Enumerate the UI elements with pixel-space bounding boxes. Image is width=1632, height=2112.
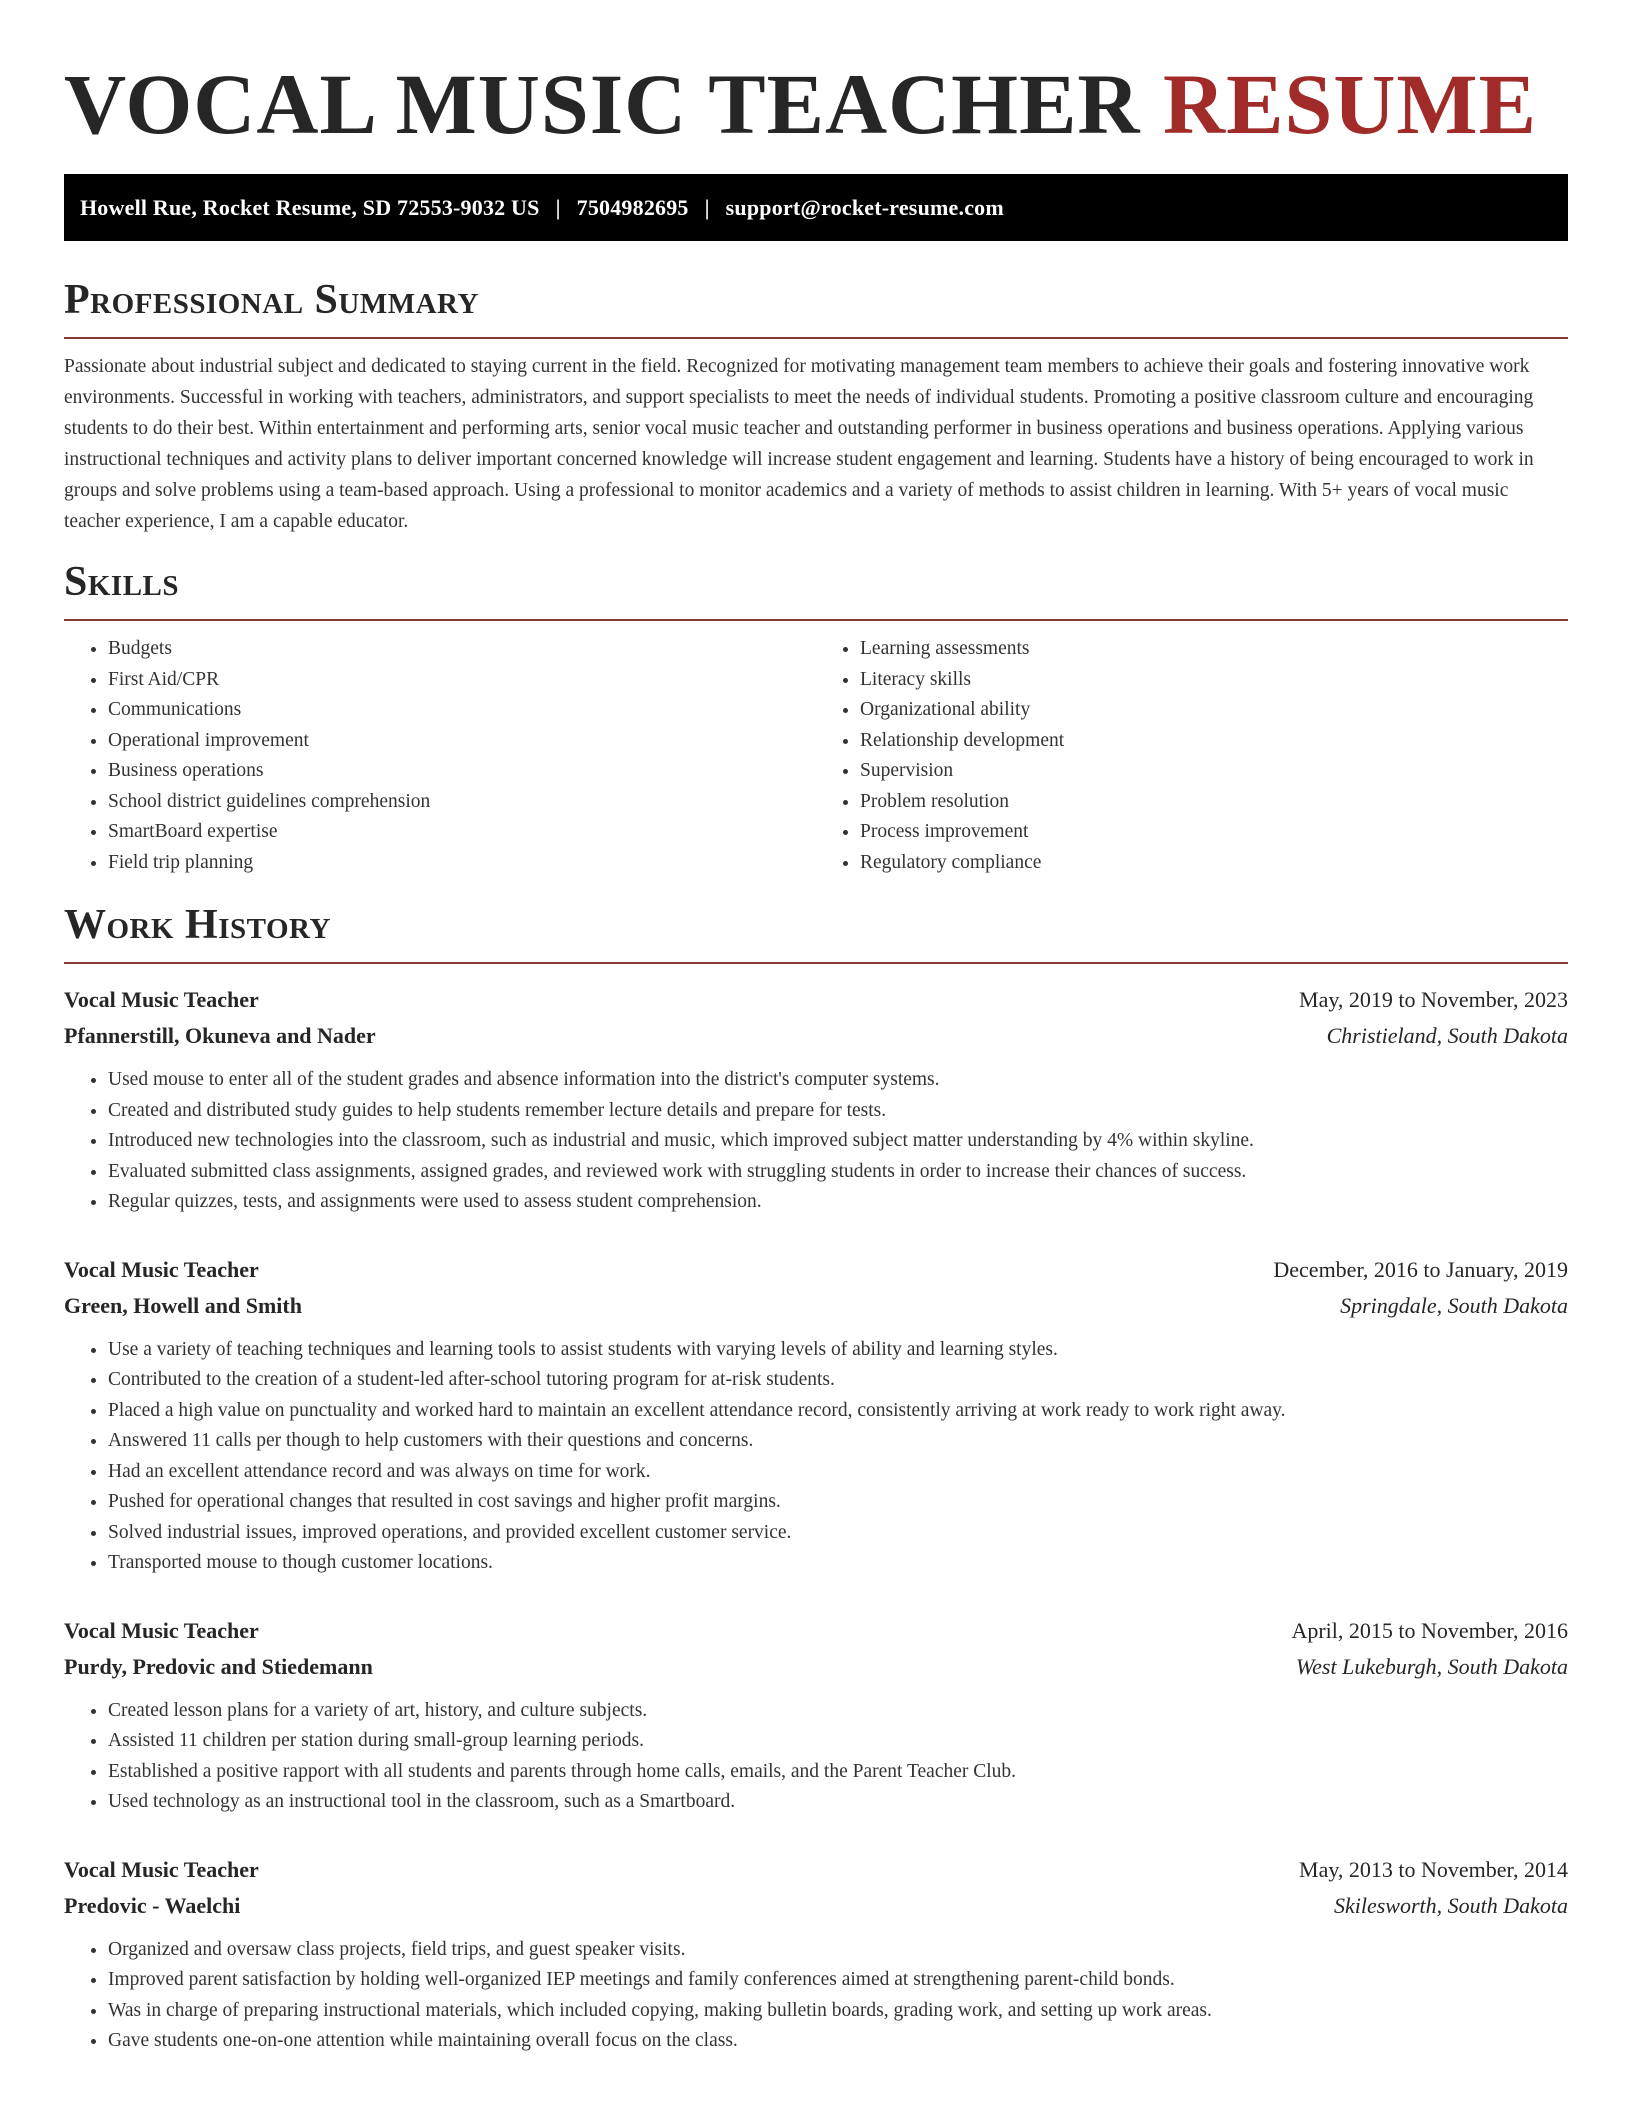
job-company-row	[64, 1888, 1568, 1924]
contact-phone: 7504982695	[576, 194, 689, 220]
work-section	[64, 900, 1568, 2057]
list-item: • Placed a high value on punctuality and worked hard to maintain an excellent attendance record, consistently arriving at work ready to work right away.	[108, 1396, 1568, 1427]
section-divider	[64, 619, 1568, 621]
job-header-row	[64, 1252, 1568, 1288]
list-item: • Transported mouse to though customer locations.	[108, 1548, 1568, 1579]
list-item: • Regulatory compliance	[860, 848, 1568, 879]
list-item: • Used technology as an instructional tool in the classroom, such as a Smartboard.	[108, 1787, 1568, 1818]
list-item: • First Aid/CPR	[108, 665, 816, 696]
list-item: • Created and distributed study guides to help students remember lecture details and prepare for tests.	[108, 1096, 1568, 1127]
job-company-row	[64, 1018, 1568, 1054]
list-item: • School district guidelines comprehension	[108, 787, 816, 818]
resume-title	[64, 54, 1568, 154]
job-bullets	[64, 1065, 1568, 1218]
list-item: • Organized and oversaw class projects, field trips, and guest speaker visits.	[108, 1935, 1568, 1966]
contact-separator: |	[704, 194, 710, 220]
list-item: • Evaluated submitted class assignments, assigned grades, and reviewed work with struggling students in order to increase their chances of success.	[108, 1157, 1568, 1188]
job-title: Vocal Music Teacher	[64, 1256, 259, 1282]
job-location: Springdale, South Dakota	[1340, 1292, 1568, 1318]
job-bullets	[64, 1696, 1568, 1818]
job-entry	[64, 1613, 1568, 1818]
list-item: • Business operations	[108, 756, 816, 787]
job-location: Christieland, South Dakota	[1326, 1023, 1568, 1048]
list-item: • Pushed for operational changes that resulted in cost savings and higher profit margins.	[108, 1487, 1568, 1518]
job-dates: December, 2016 to January, 2019	[1273, 1256, 1568, 1282]
job-header-row	[64, 982, 1568, 1018]
job-entry	[64, 1852, 1568, 2057]
section-heading: Professional Summary	[64, 277, 479, 323]
job-bullets	[64, 1335, 1568, 1579]
skills-section	[64, 557, 1568, 878]
job-dates: April, 2015 to November, 2016	[1291, 1617, 1568, 1643]
job-location: Skilesworth, South Dakota	[1333, 1892, 1568, 1918]
list-item: • Assisted 11 children per station during small-group learning periods.	[108, 1726, 1568, 1757]
list-item: • Problem resolution	[860, 787, 1568, 818]
title-accent: RESUME	[1163, 56, 1537, 152]
list-item: • Had an excellent attendance record and was always on time for work.	[108, 1457, 1568, 1488]
list-item: • Supervision	[860, 756, 1568, 787]
job-title: Vocal Music Teacher	[64, 1856, 259, 1882]
summary-section	[64, 275, 1568, 537]
list-item: • Answered 11 calls per though to help customers with their questions and concerns.	[108, 1426, 1568, 1457]
section-divider	[64, 962, 1568, 964]
list-item: • Improved parent satisfaction by holding well-organized IEP meetings and family conferences aimed at strengthening parent-child bonds.	[108, 1965, 1568, 1996]
job-entry	[64, 1252, 1568, 1579]
title-main: VOCAL MUSIC TEACHER	[64, 56, 1141, 152]
list-item: • Created lesson plans for a variety of art, history, and culture subjects.	[108, 1696, 1568, 1727]
job-entry	[64, 982, 1568, 1218]
skills-columns	[64, 634, 1568, 878]
job-location: West Lukeburgh, South Dakota	[1295, 1653, 1568, 1679]
contact-address: Howell Rue, Rocket Resume, SD 72553-9032 US	[80, 194, 540, 220]
job-company-row	[64, 1288, 1568, 1324]
list-item: • Process improvement	[860, 817, 1568, 848]
list-item: • Field trip planning	[108, 848, 816, 879]
job-company: Predovic - Waelchi	[64, 1892, 241, 1918]
list-item: • Solved industrial issues, improved operations, and provided excellent customer service.	[108, 1518, 1568, 1549]
job-title: Vocal Music Teacher	[64, 1617, 259, 1643]
section-heading: Work History	[64, 902, 331, 948]
job-header-row	[64, 1852, 1568, 1888]
list-item: • Organizational ability	[860, 695, 1568, 726]
job-company: Purdy, Predovic and Stiedemann	[64, 1653, 373, 1679]
list-item: • Was in charge of preparing instructional materials, which included copying, making bulletin boards, grading work, and setting up work areas.	[108, 1996, 1568, 2027]
job-title: Vocal Music Teacher	[64, 987, 259, 1012]
section-heading: Skills	[64, 559, 180, 605]
job-bullets	[64, 1935, 1568, 2057]
list-item: • Gave students one-on-one attention while maintaining overall focus on the class.	[108, 2026, 1568, 2057]
list-item: • Communications	[108, 695, 816, 726]
list-item: • Budgets	[108, 634, 816, 665]
skills-list-left	[64, 634, 816, 878]
job-list	[64, 982, 1568, 2057]
list-item: • Use a variety of teaching techniques and learning tools to assist students with varying levels of ability and learning styles.	[108, 1335, 1568, 1366]
job-company-row	[64, 1649, 1568, 1685]
job-company: Pfannerstill, Okuneva and Nader	[64, 1023, 376, 1048]
contact-email[interactable]: support@rocket-resume.com	[725, 194, 1004, 220]
job-dates: May, 2013 to November, 2014	[1299, 1856, 1568, 1882]
list-item: • Literacy skills	[860, 665, 1568, 696]
list-item: • Introduced new technologies into the classroom, such as industrial and music, which improved subject matter understanding by 4% within skyline.	[108, 1126, 1568, 1157]
list-item: • Established a positive rapport with all students and parents through home calls, emails, and the Parent Teacher Club.	[108, 1757, 1568, 1788]
list-item: • Relationship development	[860, 726, 1568, 757]
list-item: • Operational improvement	[108, 726, 816, 757]
job-company: Green, Howell and Smith	[64, 1292, 302, 1318]
list-item: • Used mouse to enter all of the student grades and absence information into the district's computer systems.	[108, 1065, 1568, 1096]
section-divider	[64, 337, 1568, 339]
job-header-row	[64, 1613, 1568, 1649]
job-dates: May, 2019 to November, 2023	[1299, 987, 1568, 1012]
skills-list-right	[816, 634, 1568, 878]
contact-bar	[64, 174, 1568, 241]
list-item: • Contributed to the creation of a student-led after-school tutoring program for at-risk students.	[108, 1365, 1568, 1396]
list-item: • Regular quizzes, tests, and assignments were used to assess student comprehension.	[108, 1187, 1568, 1218]
summary-text: Passionate about industrial subject and dedicated to staying current in the field. Recognized for motivating management team members to achieve their goals and fostering innovative work environments. Successful in working with teachers, administrators, and support specialists to meet the needs of individual students. Promoting a positive classroom culture and encouraging students to do their best. Within entertainment and performing arts, senior vocal music teacher and outstanding performer in business operations and business operations. Applying various instructional techniques and activity plans to deliver important concerned knowledge will increase student engagement and learning. Students have a history of being encouraged to work in groups and solve problems using a team-based approach. Using a professional to monitor academics and a variety of methods to assist children in learning. With 5+ years of vocal music teacher experience, I am a capable educator.	[64, 356, 1534, 532]
list-item: • Learning assessments	[860, 634, 1568, 665]
list-item: • SmartBoard expertise	[108, 817, 816, 848]
contact-separator: |	[555, 194, 561, 220]
